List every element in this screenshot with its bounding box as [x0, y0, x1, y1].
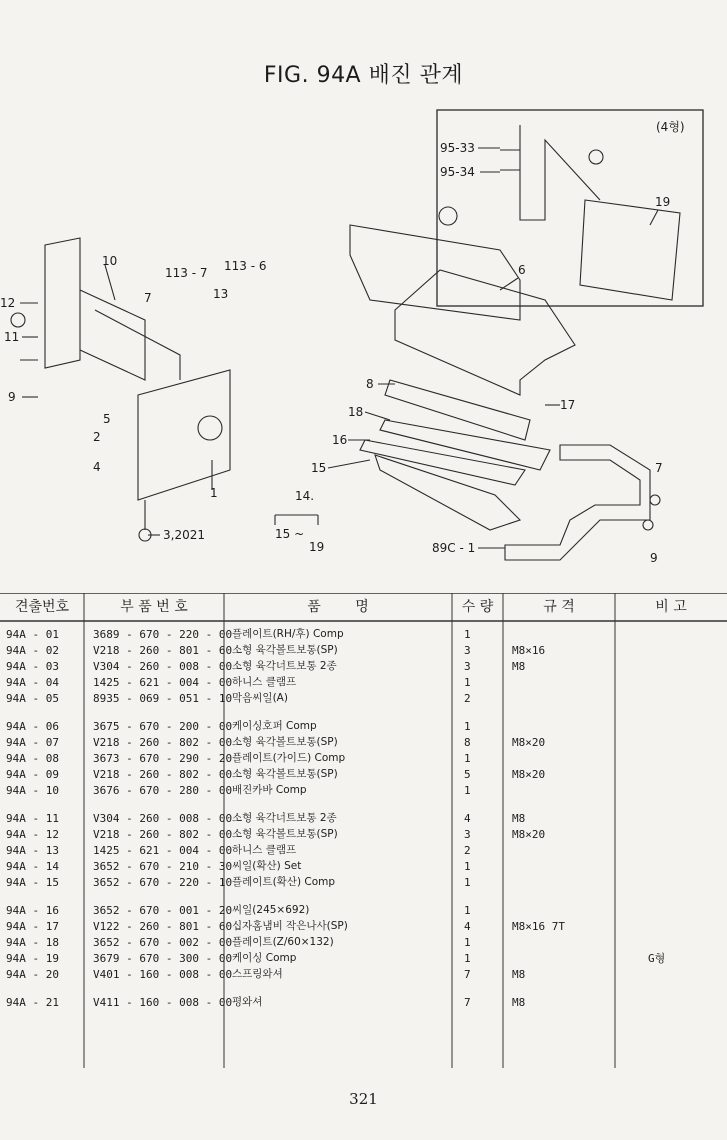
- cell-part: V218 - 260 - 801 - 60: [93, 644, 233, 657]
- cell-spec: M8×16: [512, 644, 546, 657]
- cell-part: V411 - 160 - 008 - 00: [93, 996, 233, 1009]
- cell-part: V304 - 260 - 008 - 00: [93, 812, 233, 825]
- callout-95-34: 95-34: [440, 165, 475, 179]
- cell-name: 스프링와셔: [232, 968, 283, 980]
- cell-part: 3679 - 670 - 300 - 00: [93, 952, 233, 965]
- cell-part: V218 - 260 - 802 - 00: [93, 736, 233, 749]
- callout-113-6: 113 - 6: [224, 259, 267, 273]
- table-row: [0, 735, 727, 750]
- cell-qty: 4: [464, 920, 471, 933]
- callout-89c-1: 89C - 1: [432, 541, 476, 555]
- cell-spec: M8: [512, 968, 526, 981]
- cell-qty: 1: [464, 952, 471, 965]
- table-row: [0, 995, 727, 1010]
- cell-no: 94A - 06: [6, 720, 59, 733]
- inset-note: (4형): [656, 120, 685, 134]
- cell-spec: M8: [512, 812, 526, 825]
- callout-4: 4: [93, 460, 101, 474]
- cell-no: 94A - 11: [6, 812, 59, 825]
- table-row: [0, 767, 727, 782]
- cell-qty: 1: [464, 876, 471, 889]
- cell-name: 플레이트(Z/60×132): [232, 936, 334, 948]
- cell-qty: 7: [464, 996, 471, 1009]
- group-label: 14.: [295, 489, 315, 503]
- table-row: [0, 875, 727, 890]
- table-row: [0, 903, 727, 918]
- col-header-name: 품 명: [307, 599, 369, 615]
- cell-part: V218 - 260 - 802 - 00: [93, 828, 233, 841]
- callout-6: 6: [518, 263, 526, 277]
- cell-name: 평와셔: [232, 996, 263, 1008]
- cell-no: 94A - 02: [6, 644, 59, 657]
- cell-no: 94A - 21: [6, 996, 59, 1009]
- cell-name: 소형 육각너트보통 2종: [232, 660, 337, 672]
- table-row: [0, 859, 727, 874]
- cell-name: 십자홈냄비 작은나사(SP): [232, 920, 348, 932]
- callout-7b: 7: [655, 461, 663, 475]
- cell-qty: 1: [464, 784, 471, 797]
- cell-part: 1425 - 621 - 004 - 00: [93, 676, 233, 689]
- cell-part: 3652 - 670 - 210 - 30: [93, 860, 233, 873]
- col-header-index: 견출번호: [14, 599, 70, 615]
- cell-no: 94A - 09: [6, 768, 59, 781]
- cell-part: 3689 - 670 - 220 - 00: [93, 628, 233, 641]
- cell-part: V401 - 160 - 008 - 00: [93, 968, 233, 981]
- cell-part: V122 - 260 - 801 - 60: [93, 920, 233, 933]
- table-row: [0, 751, 727, 766]
- cell-part: 3652 - 670 - 220 - 10: [93, 876, 233, 889]
- table-row: [0, 783, 727, 798]
- cell-qty: 3: [464, 644, 471, 657]
- group-range: 15 ~: [275, 527, 305, 541]
- cell-qty: 1: [464, 720, 471, 733]
- cell-qty: 1: [464, 860, 471, 873]
- page-number: 321: [349, 1090, 378, 1108]
- table-row: [0, 967, 727, 982]
- plate-18: [380, 420, 550, 470]
- callout-5: 5: [103, 412, 111, 426]
- table-row: [0, 919, 727, 934]
- cell-qty: 7: [464, 968, 471, 981]
- cell-qty: 8: [464, 736, 471, 749]
- cell-name: 플레이트(확산) Comp: [232, 876, 336, 888]
- cell-no: 94A - 03: [6, 660, 59, 673]
- table-row: [0, 659, 727, 674]
- page-title: FIG. 94A 배진 관계: [263, 63, 464, 88]
- table-row: [0, 719, 727, 734]
- cell-part: 3676 - 670 - 280 - 00: [93, 784, 233, 797]
- table-row: [0, 843, 727, 858]
- cell-qty: 1: [464, 904, 471, 917]
- cell-part: 1425 - 621 - 004 - 00: [93, 844, 233, 857]
- callout-10: 10: [102, 254, 118, 268]
- cell-name: 하니스 클램프: [232, 676, 297, 688]
- cell-part: 3673 - 670 - 290 - 20: [93, 752, 233, 765]
- guide-plate: [385, 380, 530, 440]
- cell-spec: M8×20: [512, 736, 546, 749]
- left-plate: [45, 238, 80, 368]
- col-header-spec: 규 격: [543, 599, 575, 615]
- callout-95-33: 95-33: [440, 141, 475, 155]
- cell-spec: M8×20: [512, 768, 546, 781]
- cell-no: 94A - 20: [6, 968, 59, 981]
- cell-qty: 2: [464, 844, 471, 857]
- cell-no: 94A - 12: [6, 828, 59, 841]
- cell-qty: 1: [464, 628, 471, 641]
- cell-qty: 4: [464, 812, 471, 825]
- table-row: [0, 643, 727, 658]
- table-row: [0, 675, 727, 690]
- table-row: [0, 951, 727, 966]
- cell-no: 94A - 10: [6, 784, 59, 797]
- cell-part: V218 - 260 - 802 - 00: [93, 768, 233, 781]
- cell-spec: M8×16 7T: [512, 920, 565, 933]
- cell-no: 94A - 15: [6, 876, 59, 889]
- cell-name: 케이싱 Comp: [232, 952, 297, 964]
- front-plate-1: [138, 370, 230, 500]
- callout-15: 15: [311, 461, 327, 475]
- plate-16: [360, 440, 525, 485]
- cell-qty: 3: [464, 660, 471, 673]
- cell-name: 배진카바 Comp: [232, 784, 307, 796]
- table-row: [0, 627, 727, 642]
- cell-no: 94A - 13: [6, 844, 59, 857]
- cell-name: 씨일(245×692): [232, 904, 310, 916]
- cell-remark: G형: [648, 952, 666, 965]
- callout-113-7: 113 - 7: [165, 266, 208, 280]
- callout-1: 1: [210, 486, 218, 500]
- cell-name: 씨일(확산) Set: [232, 860, 302, 872]
- callout-12: 12: [0, 296, 16, 310]
- cell-name: 하니스 클램프: [232, 844, 297, 856]
- cell-name: 소형 육각너트보통 2종: [232, 812, 337, 824]
- casing-hopper: [395, 270, 575, 395]
- arrow-a-icon-inset: [589, 150, 603, 164]
- cell-qty: 1: [464, 676, 471, 689]
- cell-part: 8935 - 069 - 051 - 10: [93, 692, 233, 705]
- cell-no: 94A - 16: [6, 904, 59, 917]
- cell-qty: 2: [464, 692, 471, 705]
- callout-7: 7: [144, 291, 152, 305]
- cell-qty: 3: [464, 828, 471, 841]
- callout-11: 11: [4, 330, 20, 344]
- table-row: [0, 827, 727, 842]
- cell-no: 94A - 04: [6, 676, 59, 689]
- cell-name: 막음씨일(A): [232, 692, 288, 704]
- table-row: [0, 691, 727, 706]
- cell-name: 플레이트(가이드) Comp: [232, 752, 346, 764]
- arrow-a-icon-left: [11, 313, 25, 327]
- table-row: [0, 935, 727, 950]
- callout-17: 17: [560, 398, 576, 412]
- cell-part: 3652 - 670 - 001 - 20: [93, 904, 233, 917]
- cell-name: 소형 육각볼트보통(SP): [232, 644, 338, 656]
- cell-spec: M8: [512, 996, 526, 1009]
- cell-qty: 1: [464, 936, 471, 949]
- plate-15: [375, 455, 520, 530]
- cell-part: V304 - 260 - 008 - 00: [93, 660, 233, 673]
- cell-no: 94A - 17: [6, 920, 59, 933]
- cell-part: 3652 - 670 - 002 - 00: [93, 936, 233, 949]
- inset-casing: [580, 200, 680, 300]
- cell-name: 케이싱호퍼 Comp: [232, 720, 317, 732]
- cell-spec: M8: [512, 660, 526, 673]
- cell-name: 소형 육각볼트보통(SP): [232, 736, 338, 748]
- cell-qty: 1: [464, 752, 471, 765]
- cell-name: 소형 육각볼트보통(SP): [232, 828, 338, 840]
- cell-name: 플레이트(RH/후) Comp: [232, 628, 344, 640]
- cell-spec: M8×20: [512, 828, 546, 841]
- callout-3-2021: 3,2021: [163, 528, 205, 542]
- cell-qty: 5: [464, 768, 471, 781]
- cell-name: 소형 육각볼트보통(SP): [232, 768, 338, 780]
- col-header-remark: 비 고: [655, 599, 687, 615]
- callout-9b: 9: [650, 551, 658, 565]
- callout-18: 18: [348, 405, 364, 419]
- cell-no: 94A - 08: [6, 752, 59, 765]
- cell-part: 3675 - 670 - 200 - 00: [93, 720, 233, 733]
- callout-16: 16: [332, 433, 348, 447]
- cell-no: 94A - 07: [6, 736, 59, 749]
- callout-19: 19: [655, 195, 671, 209]
- callout-2: 2: [93, 430, 101, 444]
- callout-13: 13: [213, 287, 229, 301]
- col-header-part-number: 부 품 번 호: [120, 599, 188, 615]
- callout-9: 9: [8, 390, 16, 404]
- cell-no: 94A - 01: [6, 628, 59, 641]
- col-header-qty: 수 량: [461, 599, 494, 615]
- table-row: [0, 811, 727, 826]
- arrow-a-icon: [439, 207, 457, 225]
- cell-no: 94A - 18: [6, 936, 59, 949]
- callout-8: 8: [366, 377, 374, 391]
- cell-no: 94A - 05: [6, 692, 59, 705]
- inset-bracket: [520, 125, 600, 220]
- group-end: 19: [309, 540, 325, 554]
- cell-no: 94A - 14: [6, 860, 59, 873]
- right-bracket: [505, 445, 650, 560]
- cell-no: 94A - 19: [6, 952, 59, 965]
